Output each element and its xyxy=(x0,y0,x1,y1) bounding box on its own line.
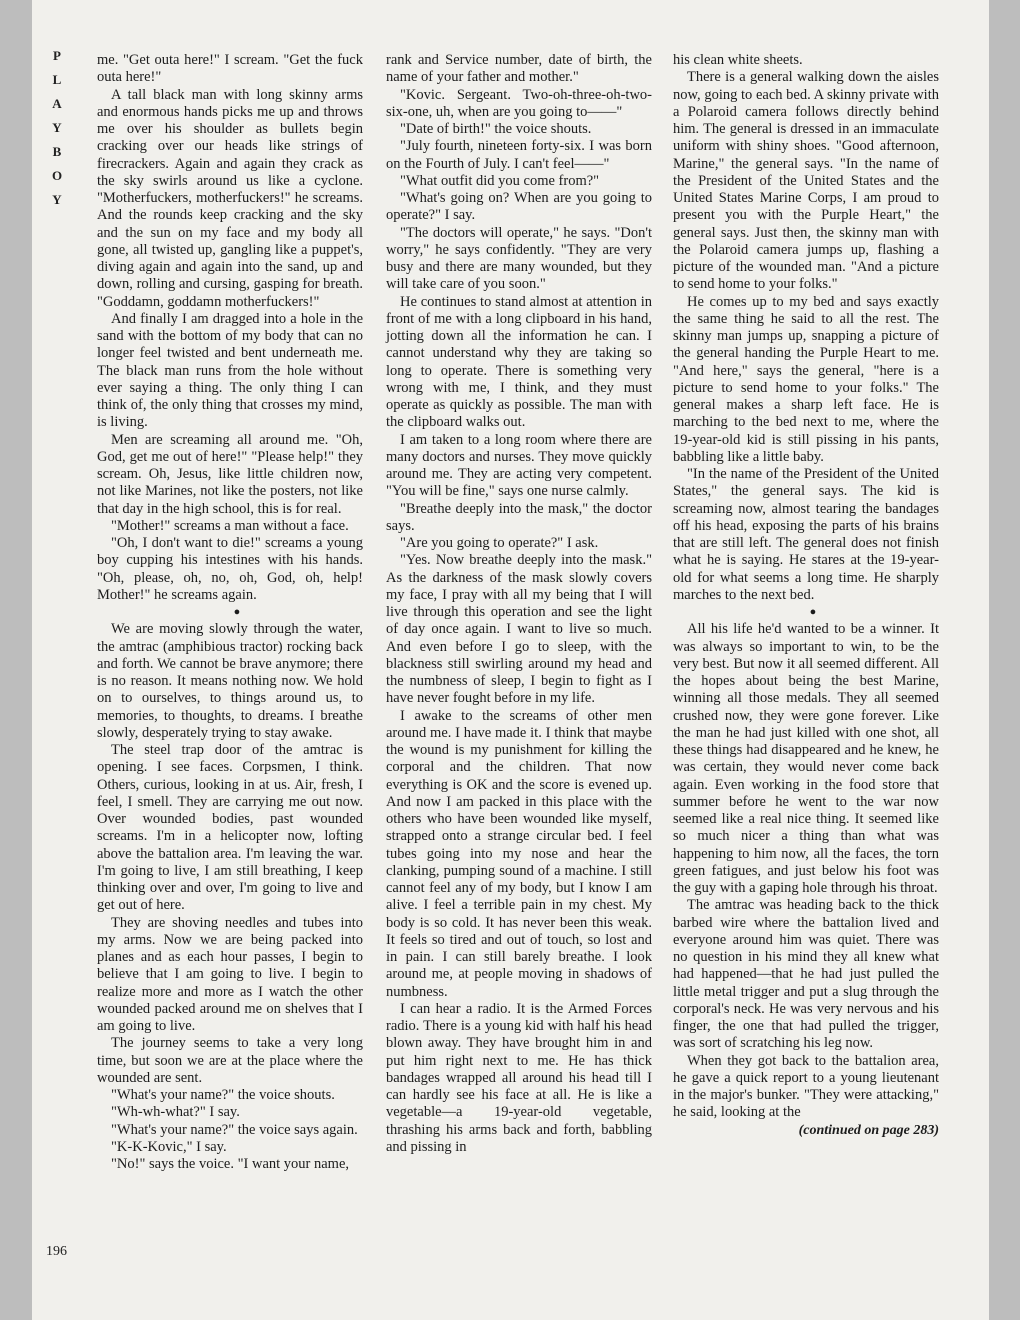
paragraph: We are moving slowly through the water, the amtrac (amphibious tractor) rocking back and forth. We cannot be brave anymore; there is no reason. It means nothing now. We hold on to ourselves, to things around us, to memories, to thoughts, to dreams. I breathe slowly, desperately trying to stay awake. xyxy=(97,621,363,741)
masthead-letter: O xyxy=(51,168,63,183)
paragraph: "What's your name?" the voice says again. xyxy=(111,1121,358,1138)
paragraph: "Are you going to operate?" I ask. xyxy=(400,535,599,551)
paragraph: "The doctors will operate," he says. "Don't worry," he says confidently. "They are very busy and there are many wounded, but they will take care of you soon." xyxy=(386,224,652,293)
paragraph: me. "Get outa here!" I scream. "Get the fuck outa here!" xyxy=(97,52,363,86)
paragraph: "Yes. Now breathe deeply into the mask." As the darkness of the mask slowly covers my face, I pray with all my being that I will live through this operation and see the light of day once again. I want to live so much. And even before I go to sleep, with the blackness still swirling around my head and the numbness of sleep, I begin to fight as I have never fought before in my life. xyxy=(386,552,652,707)
paragraph: "In the name of the President of the United States," the general says. The kid is screaming now, almost tearing the bandages off his head, exposing the parts of his brains that are still left. The general does not finish what he is saying. He stares at the 19-year-old for what seems a long time. He sharply marches to the next bed. xyxy=(673,466,939,603)
masthead-letter: A xyxy=(52,96,62,111)
text-column-1 xyxy=(97,52,363,1173)
magazine-page xyxy=(32,0,989,1320)
paragraph: "What's your name?" the voice shouts. xyxy=(111,1087,335,1103)
masthead-letter: P xyxy=(53,48,61,63)
paragraph: "Mother!" screams a man without a face. xyxy=(111,517,349,534)
paragraph: his clean white sheets. xyxy=(673,52,803,68)
paragraph: I can hear a radio. It is the Armed Forces radio. There is a young kid with half his head blown away. They have brought him in and put him right next to me. He has thick bandages wrapped all around his head till I can hardly see his face at all. He is like a vegetable—a 19-year-old vegetable, thrashing his arms back and forth, babbling and pissing in xyxy=(386,1000,652,1155)
paragraph: "Kovic. Sergeant. Two-oh-three-oh-two-six-one, uh, when are you going to——" xyxy=(386,86,652,120)
section-break-bullet: ● xyxy=(233,606,241,618)
paragraph: "Oh, I don't want to die!" screams a young boy cupping his intestines with his hands. "Oh, please, oh, no, oh, God, oh, help! Mother!" he screams again. xyxy=(97,535,363,603)
paragraph: "What's going on? When are you going to operate?" I say. xyxy=(386,190,652,224)
masthead-letter: Y xyxy=(52,120,62,135)
masthead-letter: B xyxy=(52,144,62,159)
masthead-letter: Y xyxy=(52,192,62,207)
paragraph: He comes up to my bed and says exactly the same thing he said to all the rest. The skinny man jumps up, snapping a picture of the general handing the Purple Heart to me. "And here," says the general, "here is a picture to send home to your folks." The general makes a sharp left face. He is marching to the bed next to me, where the 19-year-old kid is still pissing in his pants, babbling like a little baby. xyxy=(673,293,939,465)
paragraph: "Wh-wh-what?" I say. xyxy=(111,1104,240,1121)
paragraph: He continues to stand almost at attention in front of me with a long clipboard in his hand, jotting down all the information he can. I cannot understand why they are taking so long to operate. There is something very wrong with me, I think, and they must operate as quickly as possible. The man with the clipboard walks out. xyxy=(386,293,652,431)
paragraph: There is a general walking down the aisles now, going to each bed. A skinny private with a Polaroid camera follows directly behind him. The general is dressed in an immaculate uniform with shiny shoes. "Good afternoon, Marine," the general says. "In the name of the President of the United States and the United States Marine Corps, I am proud to present you with the Purple Heart," the general says. Just then, the skinny man with the Polaroid camera jumps up, flashing a picture of the wounded man. "And a picture to send home to your folks." xyxy=(673,69,939,293)
paragraph: I awake to the screams of other men around me. I have made it. I think that maybe the wound is my punishment for killing the corporal and the children. That now everything is OK and the score is evened up. And now I am packed in this place with the others who have been wounded like myself, strapped onto a strange circular bed. I feel tubes going into my nose and hear the clanking, pumping sound of a machine. I still cannot feel any of my body, but I know I am alive. I feel a terrible pain in my chest. My body is so cold. It has never been this weak. It feels so tired and out of touch, so lost and in pain. I can still barely breathe. I look around me, at people moving in shadows of numbness. xyxy=(386,707,652,1000)
paragraph: rank and Service number, date of birth, the name of your father and mother." xyxy=(386,52,652,86)
paragraph: A tall black man with long skinny arms and enormous hands picks me up and throws me over his shoulder as bullets begin cracking over our heads like strings of firecrackers. Again and again they crack as the sky swirls around us like a cyclone. "Motherfuckers, motherfuckers!" he screams. And the rounds keep cracking and the sky and the sun on my face and my body all gone, all twisted up, gangling like a puppet's, diving again and again into the sand, up and down, rolling and cursing, gasping for breath. "Goddamn, goddamn motherfuckers!" xyxy=(97,86,363,310)
paragraph: "K-K-Kovic," I say. xyxy=(111,1138,227,1155)
page-number: 196 xyxy=(46,1244,67,1259)
paragraph: I am taken to a long room where there are many doctors and nurses. They move quickly around me. They are acting very competent. "You will be fine," says one nurse calmly. xyxy=(386,431,652,500)
paragraph: And finally I am dragged into a hole in the sand with the bottom of my body that can no longer feel twisted and bent underneath me. The black man runs from the hole without ever saying a thing. The only thing I can think of, the only thing that crosses my mind, is living. xyxy=(97,310,363,431)
text-column-3 xyxy=(673,52,939,1139)
paragraph: When they got back to the battalion area, he gave a quick report to a young lieutenant in the major's bunker. "They were attacking," he said, looking at the xyxy=(673,1052,939,1121)
paragraph: "Breathe deeply into the mask," the doctor says. xyxy=(386,500,652,534)
paragraph: They are shoving needles and tubes into my arms. Now we are being packed into planes and as each hour passes, I begin to believe that I am going to live. I begin to realize more and more as I watch the other wounded packed around me on shelves that I am going to live. xyxy=(97,914,363,1034)
continued-on-page-note: (continued on page 283) xyxy=(798,1122,939,1138)
text-column-2 xyxy=(386,52,652,1156)
paragraph: "Date of birth!" the voice shouts. xyxy=(400,121,592,137)
paragraph: All his life he'd wanted to be a winner. It was always so important to win, to be the very best. But now it all seemed different. All the hopes about being the best Marine, winning all those medals. They all seemed crushed now, they were gone forever. Like the man he had just killed with one shot, all these things had disappeared and he knew, he was certain, they would never come back again. Even working in the food store that summer before he went to the war now seemed like a real nice thing. It seemed like so much nicer a thing than what was happening to him now, all the faces, the torn green fatigues, and just below his foot was the guy with a gaping hole through his throat. xyxy=(673,621,939,896)
paragraph: The amtrac was heading back to the thick barbed wire where the battalion lived and everyone around him was quiet. There was no question in his mind they all knew what had happened—that he had just pulled the little metal trigger and put a slug through the corporal's neck. He was very nervous and his finger, the one that had pulled the trigger, was sort of scratching his leg now. xyxy=(673,897,939,1052)
paragraph: The journey seems to take a very long time, but soon we are at the place where the wounded are sent. xyxy=(97,1035,363,1086)
section-break-bullet: ● xyxy=(809,606,817,618)
paragraph: Men are screaming all around me. "Oh, God, get me out of here!" "Please help!" they scream. Oh, Jesus, like little children now, not like Marines, not like the posters, not like that day in the high school, this is for real. xyxy=(97,431,363,517)
paragraph: "July fourth, nineteen forty-six. I was born on the Fourth of July. I can't feel——" xyxy=(386,138,652,172)
paragraph: The steel trap door of the amtrac is opening. I see faces. Corpsmen, I think. Others, curious, looking in at us. Air, fresh, I feel, I smell. They are carrying me out now. Over wounded bodies, past wounded screams. I'm in a helicopter now, lofting above the battalion area. I'm leaving the war. I'm going to live, I am still breathing, I keep thinking over and over, I'm going to live and get out of here. xyxy=(97,742,363,914)
masthead xyxy=(44,44,70,212)
masthead-letter: L xyxy=(52,72,62,87)
paragraph: "No!" says the voice. "I want your name, xyxy=(111,1156,350,1172)
paragraph: "What outfit did you come from?" xyxy=(400,172,600,189)
